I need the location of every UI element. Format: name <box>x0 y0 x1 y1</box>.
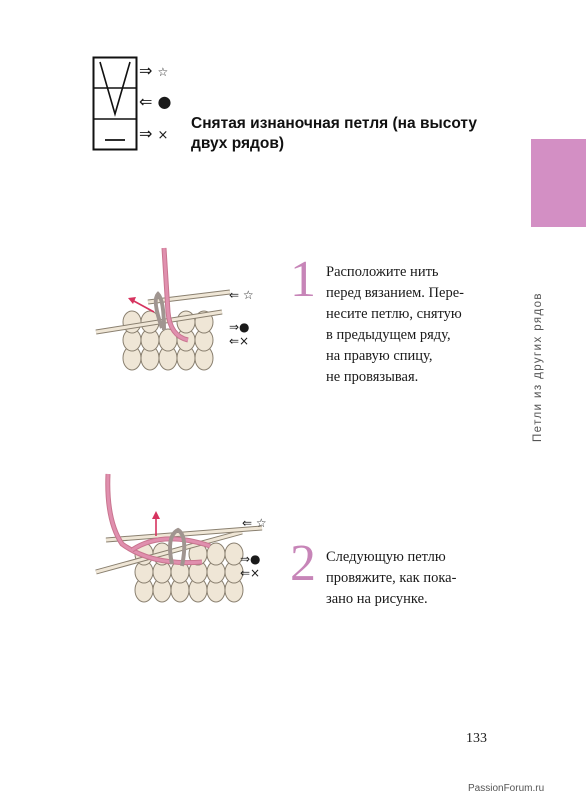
step-2-text: Следующую петлю провяжите, как пока- зано на рисунке. <box>326 549 457 607</box>
step-2-number: 2 <box>290 535 316 592</box>
fig1-label-dot: ⇒● <box>229 320 250 334</box>
chart-row-2-marker: ⇐ ● <box>139 92 172 111</box>
chart-row-1-marker: ⇒ ☆ <box>139 61 169 80</box>
chart-row-3-marker: ⇒ × <box>139 124 169 143</box>
fig2-label-dot: ⇒● <box>240 552 261 566</box>
watermark: PassionForum.ru <box>468 783 545 794</box>
fig1-label-star: ⇐ ☆ <box>229 288 254 302</box>
page-number: 133 <box>466 731 487 746</box>
section-title: Снятая изнаночная петля (на высоту двух рядов) <box>191 115 478 152</box>
step-2-illustration <box>92 470 277 610</box>
fig1-label-cross: ⇐× <box>229 334 250 348</box>
fig2-label-star: ⇐ ☆ <box>242 516 267 530</box>
chapter-tab <box>531 139 586 227</box>
fig2-label-cross: ⇐× <box>240 566 261 580</box>
step-1-number: 1 <box>290 251 316 308</box>
chapter-label: Петли из других рядов <box>532 292 544 442</box>
step-1-illustration <box>92 240 272 380</box>
step-1-text: Расположите нить перед вязанием. Пере- несите петлю, снятую в предыдущем ряду, на правую спицу, не провязывая. <box>326 264 464 385</box>
